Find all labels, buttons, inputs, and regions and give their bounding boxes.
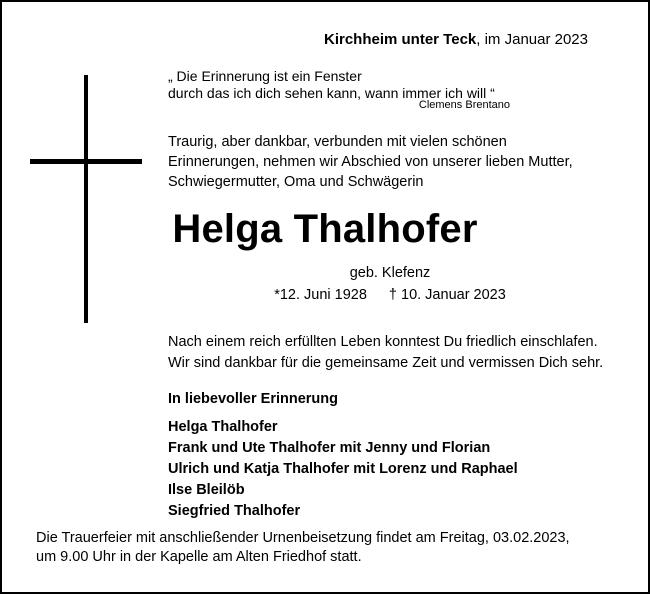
intro-line: Traurig, aber dankbar, verbunden mit vielen schönen (168, 134, 507, 150)
deceased-name: Helga Thalhofer (172, 207, 478, 251)
life-dates (2, 287, 648, 303)
mourner-name: Helga Thalhofer (168, 419, 278, 435)
cross-icon (84, 75, 88, 323)
funeral-line: Die Trauerfeier mit anschließender Urnenbeisetzung findet am Freitag, 03.02.2023, (36, 530, 570, 546)
quote (168, 68, 495, 102)
quote-line: „ Die Erinnerung ist ein Fenster (168, 68, 362, 84)
mourners-heading: In liebevoller Erinnerung (168, 391, 339, 407)
mourner-name: Frank und Ute Thalhofer mit Jenny und Florian (168, 440, 491, 456)
place-date-line (324, 31, 588, 48)
quote-author: Clemens Brentano (418, 99, 510, 111)
quote-line: durch das ich dich sehen kann, wann immer ich will “ (168, 85, 495, 101)
intro-line: Erinnerungen, nehmen wir Abschied von unserer lieben Mutter, (168, 154, 573, 170)
date: , im Januar 2023 (476, 31, 588, 48)
cross-icon-bar (30, 159, 142, 164)
closing-line: Wir sind dankbar für die gemeinsame Zeit und vermissen Dich sehr. (168, 355, 604, 371)
intro-line: Schwiegermutter, Oma und Schwägerin (168, 174, 424, 190)
funeral-info (36, 529, 570, 567)
place: Kirchheim unter Teck (324, 31, 477, 48)
closing-text (168, 332, 603, 374)
mourners-list (168, 417, 518, 522)
mourner-name: Ilse Bleilöb (168, 482, 245, 498)
funeral-line: um 9.00 Uhr in der Kapelle am Alten Friedhof statt. (36, 549, 362, 565)
mourner-name: Siegfried Thalhofer (168, 503, 301, 519)
mourner-name: Ulrich und Katja Thalhofer mit Lorenz und Raphael (168, 461, 518, 477)
death-date: † 10. Januar 2023 (388, 287, 506, 303)
maiden-name: geb. Klefenz (349, 265, 431, 281)
birth-date: *12. Juni 1928 (274, 287, 367, 303)
intro-text (168, 132, 573, 192)
closing-line: Nach einem reich erfüllten Leben konntest Du friedlich einschlafen. (168, 334, 598, 350)
